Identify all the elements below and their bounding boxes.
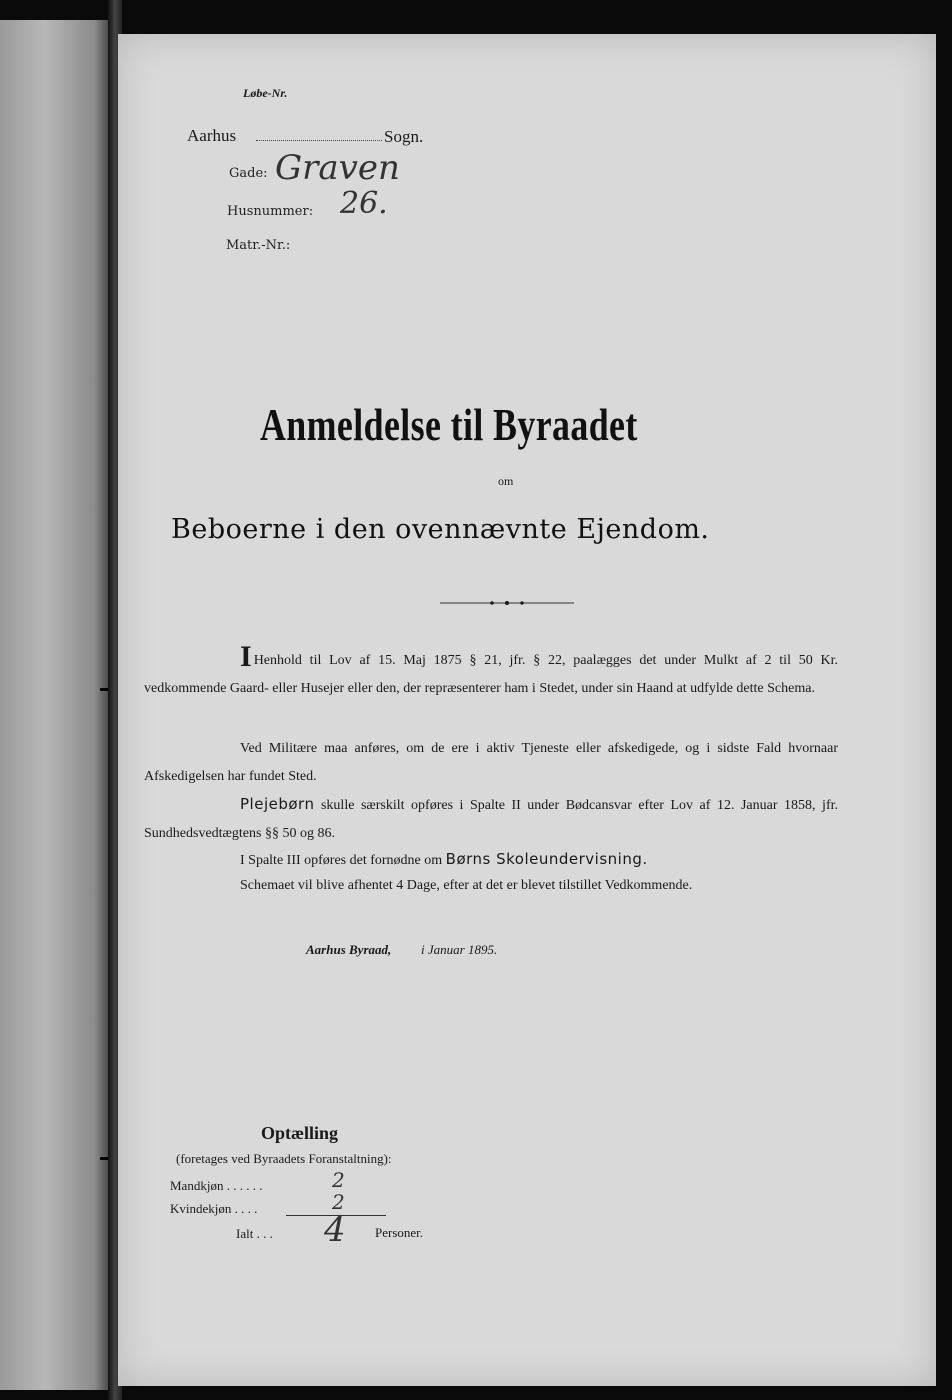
document-subtitle: Beboerne i den ovennævnte Ejendom. — [171, 514, 710, 545]
mandkjon-value: 2 — [332, 1168, 345, 1192]
om-word: om — [498, 474, 514, 488]
sogn-blank — [256, 140, 382, 141]
paragraph-1-text: Henhold til Lov af 15. Maj 1875 § 21, jfr. § 22, paalægges det under Mulkt af 2 til 50 Kr. vedkommende Gaard- eller Husejer eller den, der repræsenterer ham i Stedet, under sin Haand at udfylde dette Schema. — [144, 653, 838, 696]
count-title: Optælling — [261, 1123, 339, 1143]
paragraph-4-text: I Spalte III opføres det fornødne om — [240, 853, 446, 868]
plejeborn-emphasis: Plejebørn — [240, 795, 315, 813]
personer-label: Personer. — [375, 1225, 424, 1240]
instruction-paragraph-1 — [144, 640, 838, 703]
binding-mark — [100, 688, 108, 691]
skoleundervisning-emphasis: Børns Skoleundervisning. — [445, 850, 648, 868]
husnummer-handwritten-value: 26. — [340, 186, 388, 221]
ialt-value: 4 — [324, 1210, 346, 1250]
lobe-nr-label: Løbe-Nr. — [243, 86, 288, 100]
husnummer-label: Husnummer: — [227, 204, 314, 219]
ornament-divider — [440, 601, 574, 605]
binding-mark — [100, 1157, 108, 1160]
document-title: Anmeldelse til Byraadet — [260, 399, 638, 450]
drop-cap: I — [240, 640, 252, 673]
signature-date: i Januar 1895. — [421, 942, 498, 957]
gade-label: Gade: — [229, 166, 268, 181]
instruction-paragraph-3 — [144, 790, 838, 848]
gade-handwritten-value: Graven — [275, 148, 400, 188]
mandkjon-label: Mandkjøn . . . . . . — [170, 1178, 263, 1193]
facing-page-edge — [0, 20, 112, 1390]
instruction-paragraph-5: Schemaet vil blive afhentet 4 Dage, efter at det er blevet tilstillet Vedkommende. — [240, 878, 693, 893]
kvindekjon-label: Kvindekjøn . . . . — [170, 1201, 258, 1216]
instruction-paragraph-2: Ved Militære maa anføres, om de ere i aktiv Tjeneste eller afskedigede, og i sidste Fald hvornaar Afskedigelsen har fundet Sted. — [144, 741, 838, 784]
city-label: Aarhus — [187, 126, 237, 145]
ialt-label: Ialt . . . — [236, 1226, 273, 1241]
matr-label: Matr.-Nr.: — [226, 238, 291, 253]
paragraph-3-text: skulle særskilt opføres i Spalte II under Bødcansvar efter Lov af 12. Januar 1858, jfr. Sundhedsvedtægtens §§ 50 og 86. — [144, 798, 838, 841]
instruction-paragraph-4 — [144, 845, 838, 875]
kvindekjon-value: 2 — [332, 1190, 345, 1214]
count-note: (foretages ved Byraadets Foranstaltning): — [176, 1151, 392, 1166]
sogn-label: Sogn. — [384, 127, 424, 146]
signature-byraad: Aarhus Byraad, — [306, 942, 392, 957]
